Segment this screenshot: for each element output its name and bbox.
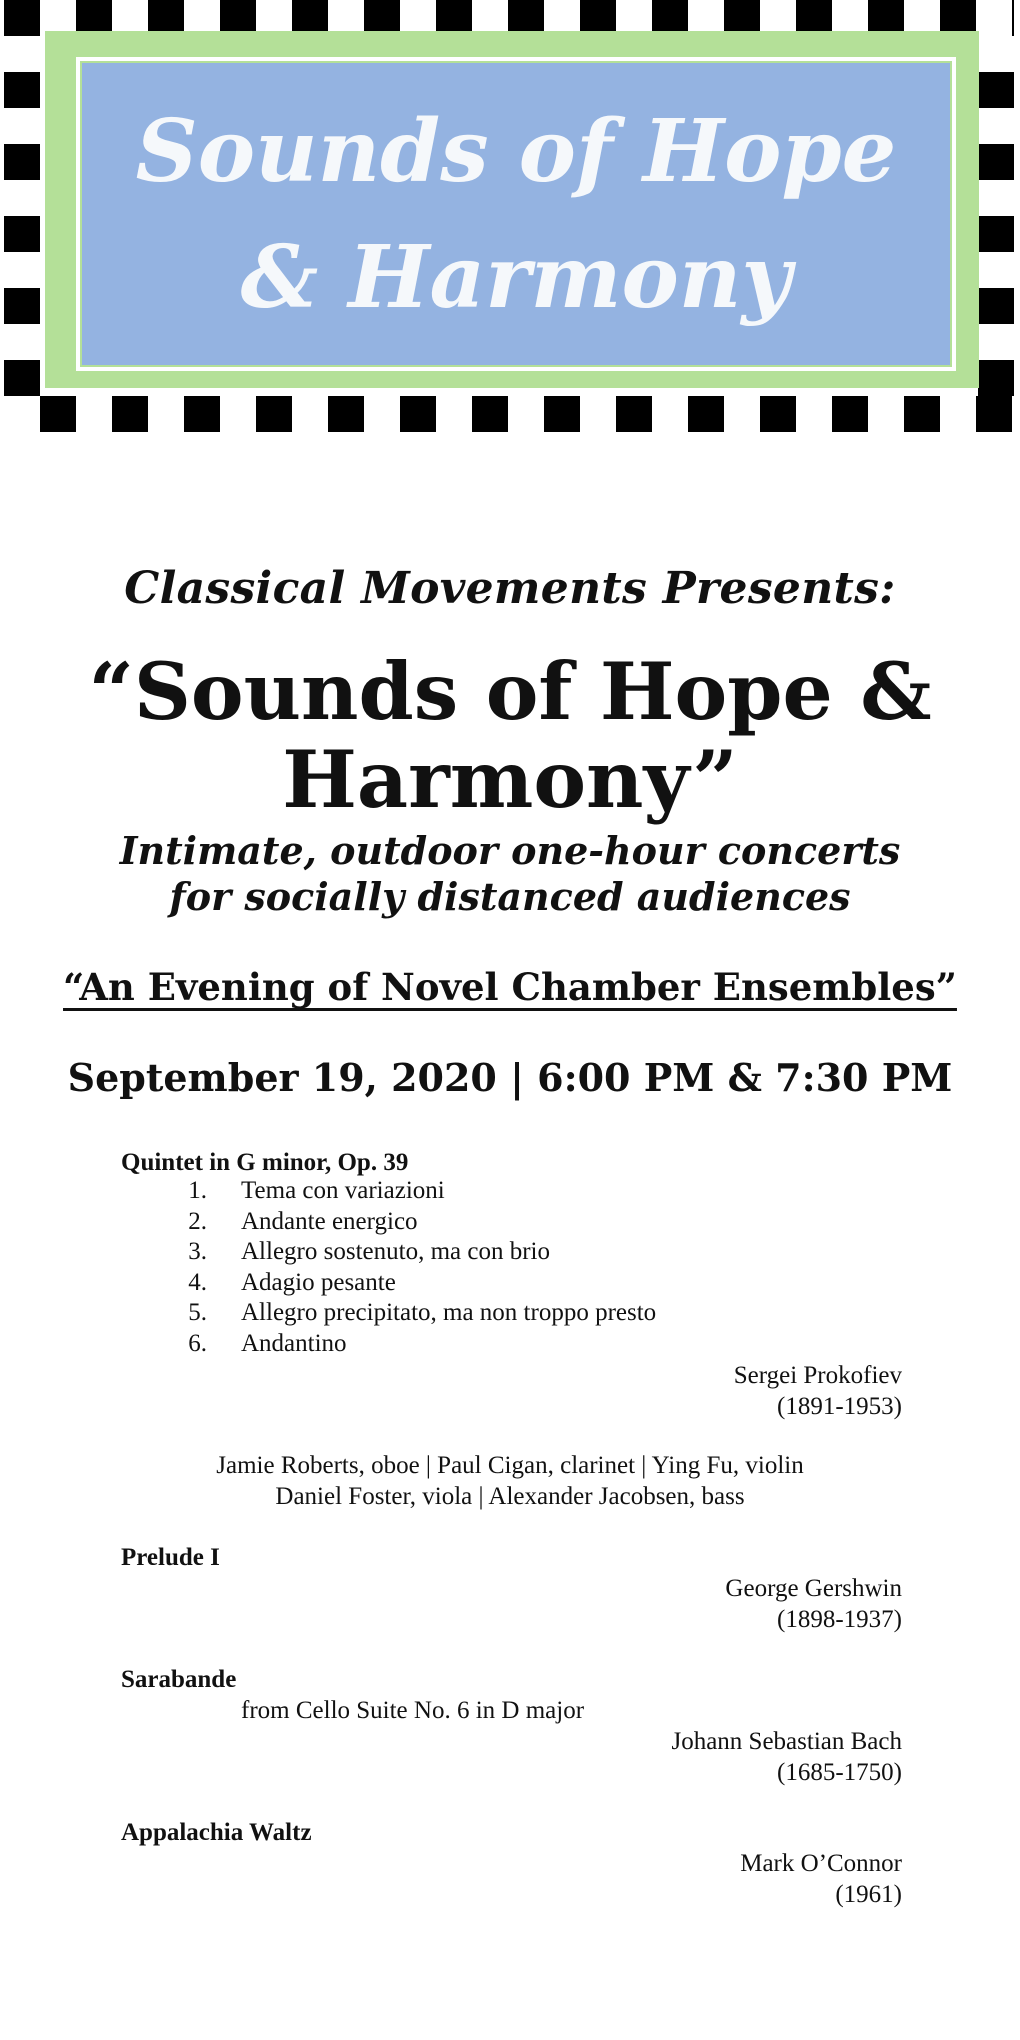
program-name: “An Evening of Novel Chamber Ensembles” xyxy=(63,965,957,1009)
movement-number: 2. xyxy=(188,1207,207,1235)
work-title-quintet: Quintet in G minor, Op. 39 xyxy=(121,1149,409,1176)
movement-name: Tema con variazioni xyxy=(241,1177,445,1204)
checker-square xyxy=(868,0,904,36)
work-subtitle-sarabande: from Cello Suite No. 6 in D major xyxy=(241,1697,585,1724)
checker-square xyxy=(256,396,292,432)
composer-oconnor xyxy=(560,1848,902,1910)
banner-graphic xyxy=(4,0,1014,432)
event-title xyxy=(0,645,1020,826)
composer-name: George Gershwin xyxy=(725,1575,902,1602)
movement-number: 6. xyxy=(188,1329,207,1357)
checker-square xyxy=(4,0,40,36)
checker-square xyxy=(364,0,400,36)
subtitle-line2: for socially distanced audiences xyxy=(169,874,851,919)
composer-gershwin xyxy=(560,1573,902,1635)
movement-name: Adagio pesante xyxy=(241,1268,396,1296)
checker-square xyxy=(328,396,364,432)
movement-name: Andantino xyxy=(241,1329,347,1357)
checker-square xyxy=(652,0,688,36)
composer-dates: (1685-1750) xyxy=(777,1759,902,1786)
performers-line1: Jamie Roberts, oboe | Paul Cigan, clarinet | Ying Fu, violin xyxy=(216,1452,804,1479)
checker-square xyxy=(940,0,976,36)
composer-dates: (1898-1937) xyxy=(777,1606,902,1633)
composer-name: Sergei Prokofiev xyxy=(733,1362,902,1389)
movement-item xyxy=(183,1268,656,1299)
checker-square xyxy=(4,72,40,108)
checker-square xyxy=(436,0,472,36)
movement-item xyxy=(183,1176,656,1207)
checker-square xyxy=(978,360,1014,396)
checker-square xyxy=(760,396,796,432)
movement-number: 4. xyxy=(188,1268,207,1296)
work-title-sarabande: Sarabande xyxy=(121,1666,237,1693)
movement-number: 3. xyxy=(188,1238,207,1265)
work-title-waltz: Appalachia Waltz xyxy=(121,1819,312,1846)
movement-item xyxy=(183,1207,656,1238)
checker-square xyxy=(796,0,832,36)
checker-square xyxy=(978,216,1014,252)
movement-name: Allegro precipitato, ma non troppo presto xyxy=(241,1299,657,1326)
movement-item xyxy=(183,1298,656,1329)
checker-square xyxy=(508,0,544,36)
event-title-line1: “Sounds of Hope & xyxy=(88,645,932,738)
event-title-line2: Harmony” xyxy=(282,733,738,826)
event-date: September 19, 2020 | 6:00 PM & 7:30 PM xyxy=(67,1055,953,1100)
checker-square xyxy=(76,0,112,36)
checker-square xyxy=(148,0,184,36)
checker-square xyxy=(832,396,868,432)
checker-square xyxy=(724,0,760,36)
presenter-line: Classical Movements Presents: xyxy=(124,563,896,614)
movement-list xyxy=(183,1176,656,1359)
composer-dates: (1891-1953) xyxy=(777,1393,902,1420)
composer-name: Mark O’Connor xyxy=(740,1850,902,1877)
checker-square xyxy=(220,0,256,36)
checker-square xyxy=(4,360,40,396)
banner xyxy=(4,0,1014,432)
movement-name: Andante energico xyxy=(241,1207,418,1235)
checker-square xyxy=(1012,0,1014,36)
checker-square xyxy=(978,288,1014,324)
movement-item xyxy=(183,1329,656,1360)
checker-square xyxy=(292,0,328,36)
checker-square xyxy=(616,396,652,432)
composer-dates: (1961) xyxy=(835,1881,902,1908)
work-title-prelude: Prelude I xyxy=(121,1544,220,1571)
checker-square xyxy=(688,396,724,432)
banner-title-line2: & Harmony xyxy=(240,227,792,328)
checker-square xyxy=(472,396,508,432)
composer-bach xyxy=(560,1726,902,1788)
banner-title-line1: Sounds of Hope xyxy=(135,101,897,202)
movement-number: 5. xyxy=(188,1299,207,1326)
checker-square xyxy=(904,396,940,432)
performers-line2: Daniel Foster, viola | Alexander Jacobsen, bass xyxy=(275,1483,745,1510)
checker-square xyxy=(4,144,40,180)
movement-number: 1. xyxy=(188,1177,207,1204)
checker-square xyxy=(978,72,1014,108)
checker-square xyxy=(40,396,76,432)
checker-square xyxy=(580,0,616,36)
checker-square xyxy=(112,396,148,432)
event-subtitle xyxy=(0,828,1020,920)
performers xyxy=(0,1450,1020,1512)
checker-square xyxy=(400,396,436,432)
composer-name: Johann Sebastian Bach xyxy=(671,1728,902,1755)
subtitle-line1: Intimate, outdoor one-hour concerts xyxy=(119,828,901,873)
checker-square xyxy=(4,288,40,324)
movement-item xyxy=(183,1237,656,1268)
checker-square xyxy=(544,396,580,432)
checker-square xyxy=(4,216,40,252)
checker-square xyxy=(184,396,220,432)
composer-prokofiev xyxy=(560,1360,902,1422)
checker-square xyxy=(978,144,1014,180)
movement-name: Allegro sostenuto, ma con brio xyxy=(241,1238,550,1265)
checker-square xyxy=(976,396,1012,432)
